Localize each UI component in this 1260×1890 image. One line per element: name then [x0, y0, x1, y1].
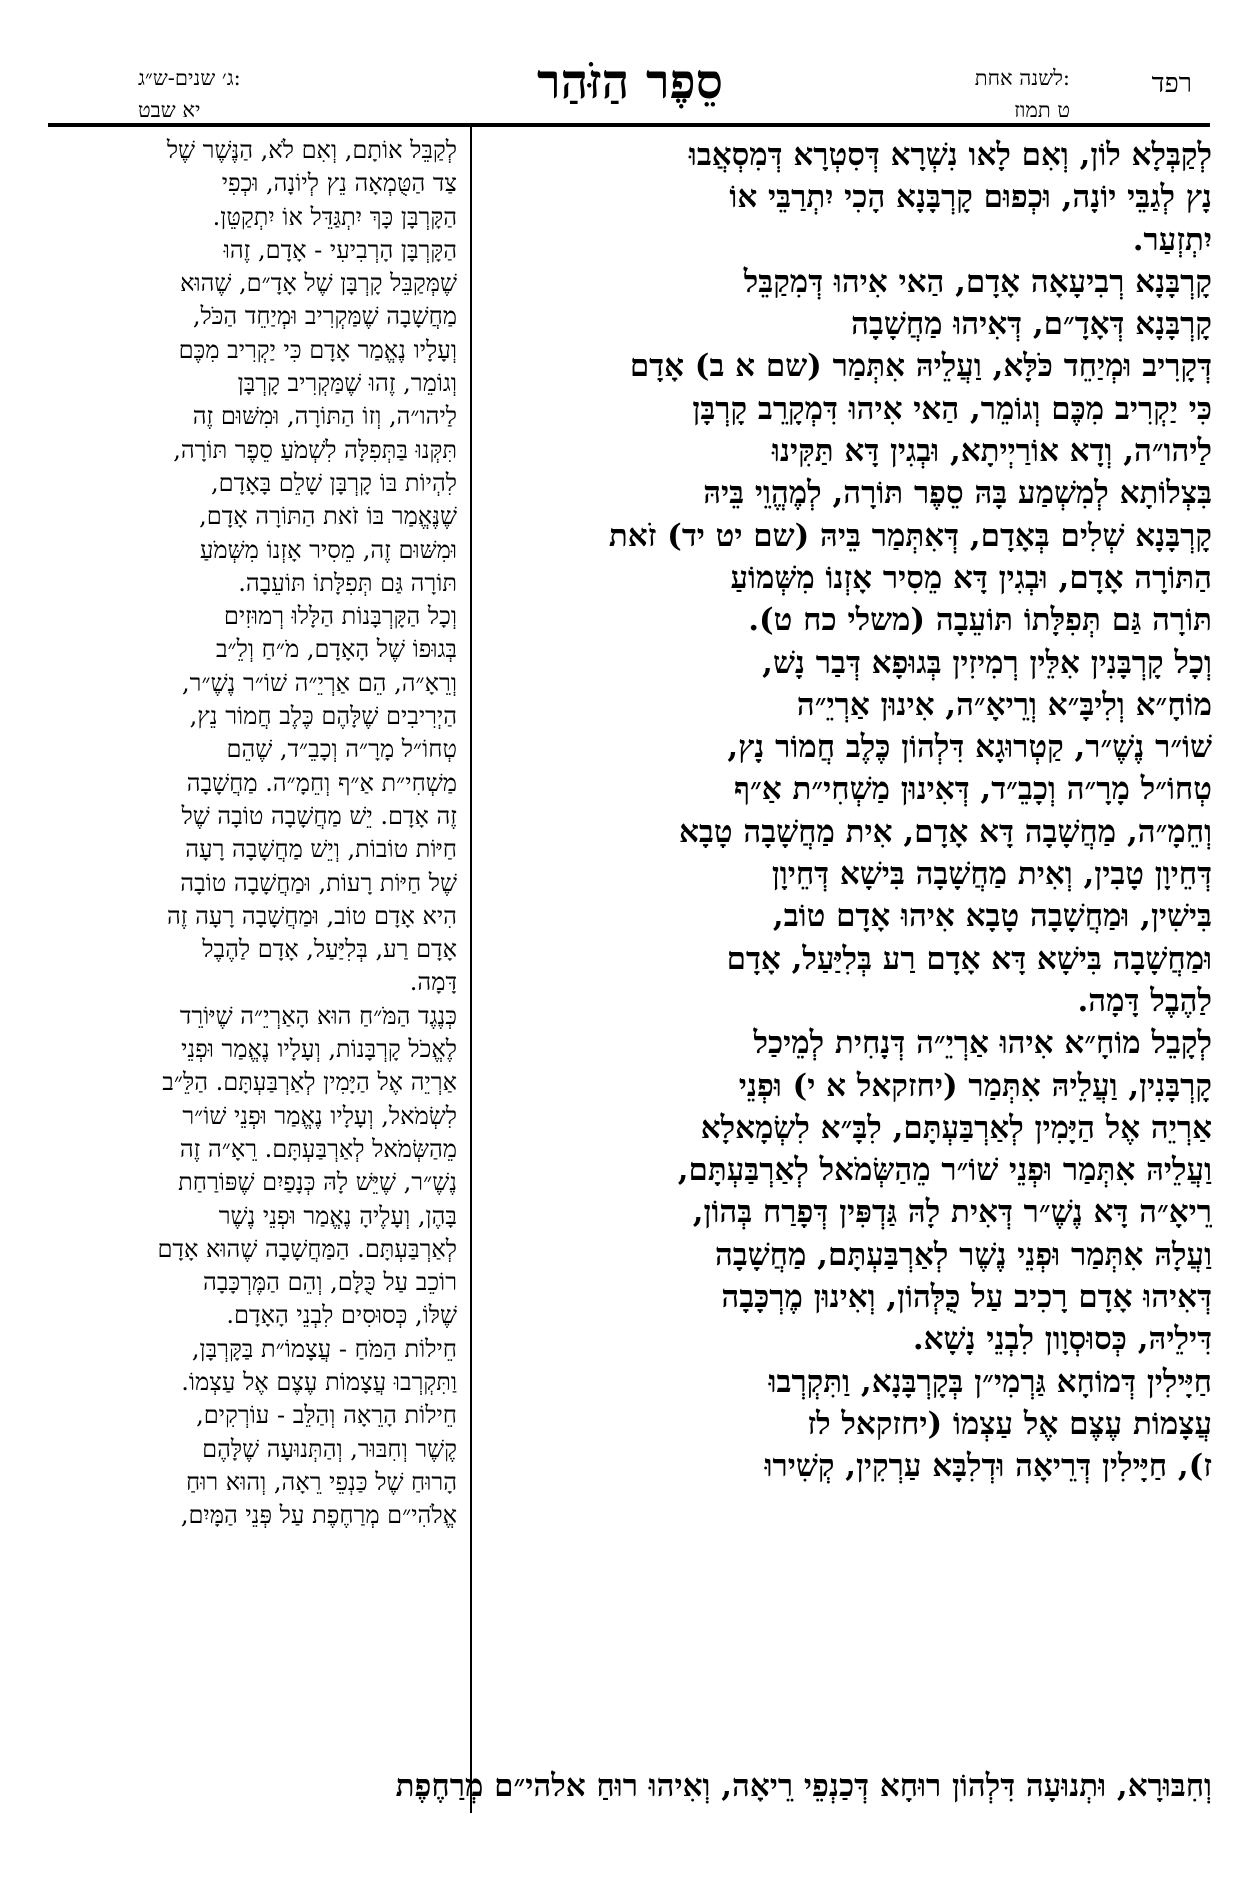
translation-line: קֶשֶׁר וְחִבּוּר, וְהַתְּנוּעָה שֶׁלָּהֶם — [202, 1434, 457, 1463]
translation-line: אָדָם רַע, בְּלִיַּעַל, אָדָם לַהֶבֶל — [202, 935, 457, 964]
translation-line: תּוֹרָה גַּם תְּפִלָּתוֹ תּוֹעֵבָה. — [238, 568, 457, 597]
translation-line: הַקָּרְבָּן כָּךְ יִתְגַּדֵּל אוֹ יִתְקַטֵּן. — [212, 202, 457, 231]
translation-line: שֶׁנֶּאֱמַר בּוֹ זֹאת הַתּוֹרָה אָדָם, — [199, 502, 457, 531]
main-text-line: דְּקָרִיב וּמְיַחֵד כֹּלָּא, וַעֲלֵיהּ אִתְּמַר (שם א ב) אָדָם — [629, 348, 1212, 385]
translation-line: אֱלֹהִי״ם מְרַחֶפֶת עַל פְּנֵי הַמָּיִם, — [180, 1501, 457, 1530]
book-title: סֵפֶר הַזֹּהַר — [537, 54, 723, 110]
main-text-line: בִּצְלוֹתָא לְמִשְׁמַע בָּהּ סֵפֶר תּוֹרָה, לְמֶהֱוֵי בֵּיהּ — [703, 475, 1212, 512]
main-text-line: נָץ לְגַבֵּי יוֹנָה, וּכְפוּם קָרְבָּנָא הָכִי יִתְרַבֵּי אוֹ — [729, 179, 1212, 216]
translation-line: לְאַרְבַּעְתָּם. הַמַּחֲשָׁבָה שֶׁהוּא אָדָם — [157, 1234, 457, 1263]
main-text-line: עֲצָמוֹת עֶצֶם אֶל עַצְמוֹ (יחזקאל לז — [807, 1405, 1212, 1442]
translation-line: רוֹכֵב עַל כֻּלָּם, וְהֵם הַמֶּרְכָּבָה — [203, 1268, 457, 1297]
header-left-line2: יא שבט — [138, 98, 201, 122]
translation-line: וְגוֹמֵר, זֶהוּ שֶׁמַּקְרִיב קָרְבָּן — [237, 369, 457, 398]
translation-line: לִהְיוֹת בּוֹ קָרְבָּן שָׁלֵם בָּאָדָם, — [211, 468, 457, 497]
main-text-line: קָרְבָּנִין, וַעֲלֵיהּ אִתְּמַר (יחזקאל א י) וּפְנֵי — [738, 1067, 1212, 1104]
translation-line: דָּמָה. — [409, 968, 457, 997]
main-text-line: כִּי יַקְרִיב מִכֶּם וְגוֹמֵר, הַאי אִיהוּ דִּמְקָרֵב קָרְבָּן — [692, 390, 1212, 427]
translation-line: וְעָלָיו נֶאֱמַר אָדָם כִּי יַקְרִיב מִכֶּם — [178, 335, 457, 364]
translation-line: וַתִּקְרְבוּ עֲצָמוֹת עֶצֶם אֶל עַצְמוֹ. — [181, 1367, 457, 1396]
header-right-line1: לשנה אחת: — [974, 66, 1070, 90]
main-text-line: דְּאִיהוּ אָדָם רָכִיב עַל כֻּלְּהוֹן, וְאִינוּן מֶרְכָּבָה — [721, 1279, 1212, 1316]
translation-line: תִּקְּנוּ בַּתְּפִלָּה לִשְׁמֹעַ סֵפֶר תּוֹרָה, — [173, 435, 457, 464]
translation-column — [52, 134, 457, 1532]
main-text-line: חַיָּילִין דְּמוֹחָא גַּרְמִי״ן בְּקָרְבָּנָא, וַתִּקְרְבוּ — [768, 1363, 1212, 1400]
translation-line: חֵילוֹת הָרֵאָה וְהַלֵּב - עוֹרְקִים, — [196, 1401, 457, 1430]
translation-line: הַקָּרְבָּן הָרְבִיעִי - אָדָם, זֶהוּ — [223, 235, 457, 264]
main-text-line: תּוֹרָה גַּם תְּפִלָּתוֹ תּוֹעֵבָה (משלי כח ט). — [748, 602, 1212, 639]
translation-line: חַיּוֹת טוֹבוֹת, וְיֵשׁ מַחֲשָׁבָה רָעָה — [185, 835, 457, 864]
translation-line: לְקַבֵּל אוֹתָם, וְאִם לֹא, הַנֶּשֶׁר שֶׁל — [166, 136, 457, 164]
main-text-column — [490, 134, 1212, 1488]
translation-line: מַשְׁחִי״ת אַ״ף וְחֵמָ״ה. מַחֲשָׁבָה — [186, 768, 457, 797]
translation-line: לֶאֱכֹל קָרְבָּנוֹת, וְעָלָיו נֶאֱמַר וּפְנֵי — [181, 1035, 457, 1064]
main-text-line: וְחֵמָ״ה, מַחֲשָׁבָה דָּא אָדָם, אִית מַחֲשָׁבָה טָבָא — [679, 813, 1212, 850]
translation-line: הָרוּחַ שֶׁל כַּנְפֵי רֵאָה, וְהוּא רוּחַ — [186, 1467, 457, 1496]
translation-line: מֵהַשְּׂמֹאל לְאַרְבַּעְתָּם. רֵאָ״ה זֶה — [179, 1134, 457, 1163]
main-text-line: לְקַבְּלָא לוֹן, וְאִם לָאו נִשְׁרָא דְּסִטְרָא דְּמִסְאֲבוּ — [688, 137, 1212, 173]
main-text-line: לַהֶבֶל דָּמָה. — [1077, 982, 1212, 1019]
main-text-line: וַעֲלָהּ אִתְּמַר וּפְנֵי נֶשֶׁר לְאַרְבַּעְתָּם, מַחֲשָׁבָה — [714, 1236, 1212, 1273]
translation-line: כְּנֶגֶד הַמֹּ״חַ הוּא הָאַרְיֵ״ה שֶׁיּוֹרֵד — [179, 1001, 457, 1030]
main-text-line: דִּילֵיהּ, כְּסוּסְוָון לִבְנֵי נָשָׁא. — [912, 1321, 1212, 1358]
page-number: רפד — [1151, 68, 1192, 99]
main-text-line: וּמַחֲשָׁבָה בִּישָׁא דָּא אָדָם רַע בְּלִיַּעַל, אָדָם — [726, 940, 1212, 977]
header-divider — [48, 123, 1210, 127]
main-text-line: שׁוֹ״ר נֶשֶׁ״ר, קַטְרוּגָא דִּלְהוֹן כֶּלֶב חֲמוֹר נָץ, — [727, 729, 1212, 766]
translation-line: שֶׁלּוֹ, כְּסוּסִים לִבְנֵי הָאָדָם. — [226, 1301, 457, 1330]
translation-line: טְחוֹ״ל מָרָ״ה וְכָבֵ״ד, שֶׁהֵם — [226, 735, 457, 764]
translation-line: וּמִשּׁוּם זֶה, מֵסִיר אָזְנוֹ מִשְּׁמֹעַ — [199, 535, 457, 564]
translation-line: שֶׁל חַיּוֹת רָעוֹת, וּמַחֲשָׁבָה טוֹבָה — [180, 868, 457, 897]
translation-line: וְרֵאָ״ה, הֵם אַרְיֵ״ה שׁוֹ״ר נֶשֶׁ״ר, — [182, 668, 457, 697]
translation-line: לַיהו״ה, וְזוֹ הַתּוֹרָה, וּמִשּׁוּם זֶה — [192, 402, 457, 431]
main-text-line: וַעֲלֵיהּ אִתְּמַר וּפְנֵי שׁוֹ״ר מֵהַשְּׂמֹאל לְאַרְבַּעְתָּם, — [677, 1152, 1212, 1189]
main-text-line: לְקָבֵל מוֹחָ״א אִיהוּ אַרְיֵ״ה דְּנָחִית לְמֵיכַל — [753, 1025, 1212, 1062]
main-text-line: הַתּוֹרָה אָדָם, וּבְגִין דָּא מֵסִיר אָזְנוֹ מִשְּׁמוֹעַ — [730, 559, 1212, 596]
bottom-text-line: וְחִבּוּרָא, וּתְנוּעָה דִּלְהוֹן רוּחָא דְּכַנְפֵי רֵיאָה, וְאִיהוּ רוּחַ אלהי״ם מְרַחֶפֶת — [395, 1768, 1212, 1804]
translation-line: וְכָל הַקָּרְבָּנוֹת הַלָּלוּ רְמוּזִים — [223, 602, 457, 631]
main-text-line: יִתְזְעַר. — [1132, 221, 1212, 258]
main-text-line: בִּישִׁין, וּמַחֲשָׁבָה טָבָא אִיהוּ אָדָם טוֹב, — [772, 898, 1212, 935]
main-text-line: דְּחֵיוָן טָבִין, וְאִית מַחֲשָׁבָה בִּישָׁא דְּחֵיוָן — [771, 856, 1212, 893]
main-text-line: קָרְבָּנָא שְׁלִים בְּאָדָם, דְּאִתְּמַר בֵּיהּ (שם יט יד) זֹאת — [608, 517, 1212, 554]
main-text-line: טְחוֹ״ל מָרָ״ה וְכָבֵ״ד, דְּאִינוּן מַשְׁחִי״ת אַ״ף — [733, 771, 1212, 808]
main-text-line: לַיהו״ה, וְדָא אוֹרַיְיתָא, וּבְגִין דָּא תַּקִּינוּ — [771, 433, 1212, 470]
header-right-line2: ט תמוז — [1014, 98, 1070, 122]
translation-line: מַחֲשָׁבָה שֶׁמַּקְרִיב וּמְיַחֵד הַכֹּל, — [192, 302, 457, 331]
translation-line: בָּהֶן, וְעָלֶיהָ נֶאֱמַר וּפְנֵי נֶשֶׁר — [218, 1201, 457, 1230]
column-divider — [470, 127, 472, 1813]
translation-line: זֶה אָדָם. יֵשׁ מַחֲשָׁבָה טוֹבָה שֶׁל — [181, 801, 457, 830]
translation-line: צַד הַטֻּמְאָה נֵץ לְיוֹנָה, וּכְפִי — [221, 169, 457, 198]
translation-line: שֶׁמְּקַבֵּל קָרְבָּן שֶׁל אָדָ״ם, שֶׁהוּא — [180, 269, 457, 298]
main-text-line: ז), חַיָּילִין דְּרֵיאָה וּדְלִבָּא עַרְקִין, קְשִׁירוּ — [764, 1448, 1212, 1485]
translation-line: לִשְׂמֹאל, וְעָלָיו נֶאֱמַר וּפְנֵי שׁוֹ״ר — [182, 1101, 457, 1130]
header-left-line1: ג׳ שנים-ש״ג: — [138, 66, 241, 90]
main-text-line: קָרְבָּנָא רְבִיעָאָה אָדָם, הַאי אִיהוּ דְּמִקַבֵּל — [743, 263, 1212, 300]
translation-line: חֵילוֹת הַמֹּחַ - עֲצָמוֹ״ת בַּקָּרְבָּן, — [191, 1334, 457, 1363]
header-left-info — [138, 62, 241, 126]
main-text-line: קָרְבָּנָא דְּאָדָ״ם, דְּאִיהוּ מַחֲשָׁבָה — [851, 306, 1212, 343]
main-text-line: מוֹחָ״א וְלִיבָּ״א וְרֵיאָ״ה, אִינוּן אַרְיֵ״ה — [796, 686, 1212, 723]
translation-line: נֶשֶׁ״ר, שֶׁיֵּשׁ לָהּ כְּנָפַיִם שֶׁפּוֹרַחַת — [178, 1168, 457, 1197]
main-text-line: רֵיאָ״ה דָּא נֶשֶׁ״ר דְּאִית לָהּ גַּדְפִּין דְּפָרַח בְּהוֹן, — [692, 1194, 1212, 1231]
translation-line: אַרְיֵה אֶל הַיָּמִין לְאַרְבַּעְתָּם. הַלֵּ״ב — [162, 1068, 457, 1097]
translation-line: בְּגוּפוֹ שֶׁל הָאָדָם, מֹ״חַ וְלֵ״ב — [215, 635, 457, 664]
main-text-line: אַרְיֵה אֶל הַיָּמִין לְאַרְבַּעְתָּם, לִבָּ״א לִשְׂמָאלָא — [700, 1109, 1212, 1146]
translation-line: הַיְרִיבִים שֶׁלָּהֶם כֶּלֶב חֲמוֹר נֵץ, — [189, 702, 457, 731]
main-text-line: וְכָל קָרְבָּנִין אִלֵּין רְמִיזִין בְּגוּפָא דְּבַר נָשׁ, — [762, 644, 1212, 681]
translation-line: הִיא אָדָם טוֹב, וּמַחֲשָׁבָה רָעָה זֶה — [166, 901, 457, 930]
